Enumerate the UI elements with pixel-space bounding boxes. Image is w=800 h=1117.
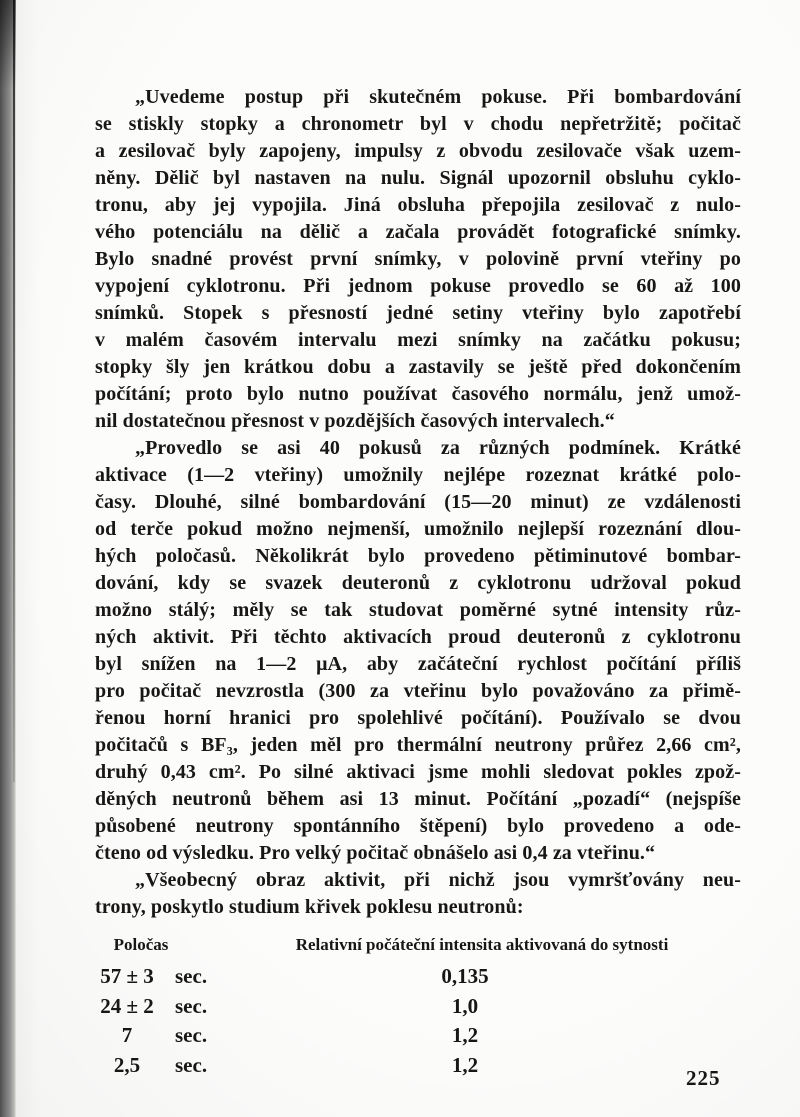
text-line: počitačů s BF₃, jeden měl pro thermální neutrony průřez 2,66 cm², bbox=[95, 734, 741, 756]
text-line: hých poločasů. Několikrát bylo provedeno pětiminutové bombar- bbox=[95, 545, 741, 567]
text-line: počítání; proto bylo nutno používat časového normálu, jenž umož- bbox=[95, 383, 741, 405]
page-content bbox=[95, 84, 741, 1091]
intensity-value: 0,135 bbox=[441, 964, 489, 988]
text-line: děných neutronů během asi 13 minut. Počítání „pozadí“ (nejspíše bbox=[95, 788, 741, 810]
text-line: „Uvedeme postup při skutečném pokuse. Při bombardování bbox=[135, 86, 741, 108]
text-line: trony, poskytlo studium křivek poklesu neutronů: bbox=[95, 896, 524, 918]
table-row bbox=[95, 962, 741, 992]
text-line: aktivace (1—2 vteřiny) umožnily nejlépe rozeznat krátké polo- bbox=[95, 464, 741, 486]
text-line: od terče pokud možno nejmenší, umožnilo nejlepší rozeznání dlou- bbox=[95, 518, 741, 540]
text-line: možno stálý; měly se tak studovat poměrné sytné intensity růz- bbox=[95, 599, 741, 621]
table-row bbox=[95, 992, 741, 1022]
paragraph-activity-overview bbox=[95, 867, 741, 921]
text-line: v malém časovém intervalu mezi snímky na začátku pokusu; bbox=[95, 329, 741, 351]
table-header-halflife: Poločas bbox=[113, 935, 169, 954]
text-line: tronu, aby jej vypojila. Jiná obsluha přepojila zesilovač z nulo- bbox=[95, 194, 741, 216]
halflife-unit: sec. bbox=[175, 964, 208, 988]
halflife-unit: sec. bbox=[175, 1052, 208, 1077]
text-line: druhý 0,43 cm². Po silné aktivaci jsme mohli sledovat pokles zpož- bbox=[95, 761, 741, 783]
text-line: „Všeobecný obraz aktivit, při nichž jsou vymršťovány neu- bbox=[135, 869, 741, 891]
table-row bbox=[95, 1021, 741, 1051]
text-line: vého potenciálu na dělič a začala provádět fotografické snímky. bbox=[95, 221, 741, 243]
text-line: pro počitač nevzrostla (300 za vteřinu bylo považováno za přimě- bbox=[95, 680, 741, 702]
text-line: něny. Dělič byl nastaven na nulu. Signál upozornil obsluhu cyklo- bbox=[95, 167, 741, 189]
text-line: řenou horní hranici pro spolehlivé počítání). Používalo se dvou bbox=[95, 707, 741, 729]
text-line: „Provedlo se asi 40 pokusů za různých podmínek. Krátké bbox=[135, 437, 741, 459]
text-line: stopky šly jen krátkou dobu a zastavily se ještě před dokončením bbox=[95, 356, 741, 378]
halflife-value: 57 ± 3 bbox=[100, 964, 154, 988]
table-body bbox=[95, 962, 741, 1080]
intensity-value: 1,0 bbox=[451, 993, 479, 1018]
text-line: čteno od výsledku. Pro velký počitač obnášelo asi 0,4 za vteřinu.“ bbox=[95, 842, 656, 864]
halflife-value: 7 bbox=[121, 1023, 133, 1047]
paragraph-experiment-procedure bbox=[95, 84, 741, 435]
intensity-value: 1,2 bbox=[451, 1023, 479, 1047]
paragraph-forty-experiments bbox=[95, 435, 741, 867]
text-line: působené neutrony spontánního štěpení) bylo provedeno a ode- bbox=[95, 815, 741, 837]
halflife-value: 24 ± 2 bbox=[100, 993, 154, 1018]
table-header-row bbox=[95, 931, 741, 962]
table-header-intensity: Relativní počáteční intensita aktivovaná do sytnosti bbox=[295, 935, 669, 954]
text-line: nil dostatečnou přesnost v pozdějších časových intervalech.“ bbox=[95, 410, 615, 432]
text-line: se stiskly stopky a chronometr byl v chodu nepřetržitě; počitač bbox=[95, 113, 741, 135]
book-binding-shadow bbox=[0, 0, 16, 1117]
text-line: a zesilovač byly zapojeny, impulsy z obvodu zesilovače však uzem- bbox=[95, 140, 741, 162]
halflife-unit: sec. bbox=[175, 1023, 208, 1047]
page-number: 225 bbox=[686, 1066, 721, 1090]
halflife-intensity-table bbox=[95, 931, 741, 1091]
text-line: ných aktivit. Při těchto aktivacích proud deuteronů z cyklotronu bbox=[95, 626, 741, 648]
text-line: snímků. Stopek s přesností jedné setiny vteřiny bylo zapotřebí bbox=[95, 302, 741, 324]
text-line: dování, kdy se svazek deuteronů z cyklotronu udržoval pokud bbox=[95, 572, 741, 594]
halflife-unit: sec. bbox=[175, 993, 208, 1018]
text-line: Bylo snadné provést první snímky, v polovině první vteřiny po bbox=[95, 248, 741, 270]
intensity-value: 1,2 bbox=[451, 1052, 479, 1077]
text-line: byl snížen na 1—2 μA, aby začáteční rychlost počítání příliš bbox=[95, 653, 741, 675]
halflife-value: 2,5 bbox=[113, 1052, 141, 1077]
table-row bbox=[95, 1051, 741, 1081]
text-line: vypojení cyklotronu. Při jednom pokuse provedlo se 60 až 100 bbox=[95, 275, 741, 297]
text-line: časy. Dlouhé, silné bombardování (15—20 minut) ze vzdálenosti bbox=[95, 491, 741, 513]
